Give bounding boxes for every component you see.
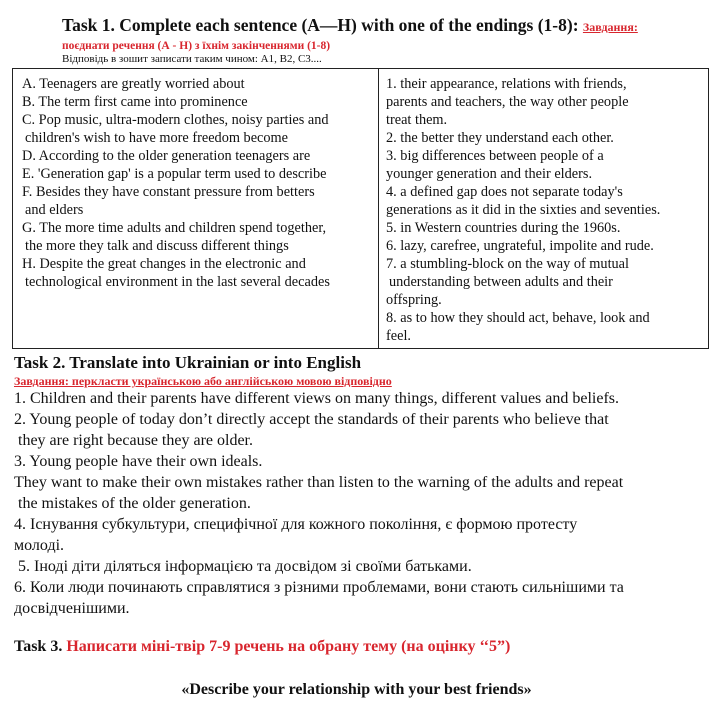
matching-table xyxy=(12,68,709,349)
task3-instruction: Написати міні-твір 7-9 речень на обрану тему (на оцінку ‘‘5”) xyxy=(66,638,511,655)
sentence-start-line: the more they talk and discuss different things xyxy=(25,238,289,254)
table-divider xyxy=(378,69,379,348)
sentence-ending-line: treat them. xyxy=(386,112,448,128)
sentence-ending-line: younger generation and their elders. xyxy=(386,166,593,182)
task2-title: Task 2. Translate into Ukrainian or into English xyxy=(14,353,362,372)
translation-line: 6. Коли люди починають справлятися з різними проблемами, вони стають сильнішими та xyxy=(14,579,624,596)
sentence-start-line: A. Teenagers are greatly worried about xyxy=(22,76,245,92)
sentence-ending-line: offspring. xyxy=(386,292,442,308)
sentence-ending-line: 1. their appearance, relations with friends, xyxy=(386,76,627,92)
sentence-ending-line: generations as it did in the sixties and seventies. xyxy=(386,202,661,218)
sentence-ending-line: 6. lazy, carefree, ungrateful, impolite and rude. xyxy=(386,238,654,254)
translation-line: They want to make their own mistakes rather than listen to the warning of the adults and repeat xyxy=(14,474,624,491)
sentence-ending-line: 5. in Western countries during the 1960s. xyxy=(386,220,621,236)
task1-note: Відповідь в зошит записати таким чином: А1, В2, С3.... xyxy=(62,53,322,65)
translation-line: 5. Іноді діти діляться інформацією та досвідом зі своїми батьками. xyxy=(14,558,472,575)
sentence-start-line: E. 'Generation gap' is a popular term used to describe xyxy=(22,166,327,182)
task2-sentences xyxy=(14,388,704,619)
sentence-ending-line: 7. a stumbling-block on the way of mutual xyxy=(386,256,630,272)
sentence-start-line: children's wish to have more freedom become xyxy=(25,130,289,146)
sentence-ending-line: 8. as to how they should act, behave, look and xyxy=(386,310,650,326)
task3-heading xyxy=(14,638,510,656)
sentence-start-line: technological environment in the last several decades xyxy=(25,274,330,290)
task1-subtitle: поєднати речення (А - Н) з їхнім закінченнями (1-8) xyxy=(62,40,331,52)
sentence-ending-line: 4. a defined gap does not separate today's xyxy=(386,184,623,200)
translation-line: they are right because they are older. xyxy=(14,432,253,449)
sentence-ending-line: parents and teachers, the way other people xyxy=(386,94,629,110)
translation-line: 2. Young people of today don’t directly accept the standards of their parents who believe that xyxy=(14,411,609,428)
sentence-ending-line: 3. big differences between people of a xyxy=(386,148,604,164)
sentence-start-line: D. According to the older generation teenagers are xyxy=(22,148,311,164)
task1-title xyxy=(62,15,638,36)
sentence-ending-line: 2. the better they understand each other. xyxy=(386,130,614,146)
task1-title-text: Task 1. Complete each sentence (A—H) with one of the endings (1-8): xyxy=(62,15,583,35)
translation-line: the mistakes of the older generation. xyxy=(14,495,251,512)
essay-topic: «Describe your relationship with your best friends» xyxy=(181,681,532,698)
sentence-start-line: C. Pop music, ultra-modern clothes, noisy parties and xyxy=(22,112,329,128)
sentence-starts-column xyxy=(22,75,374,291)
sentence-start-line: F. Besides they have constant pressure from betters xyxy=(22,184,315,200)
sentence-start-line: G. The more time adults and children spend together, xyxy=(22,220,327,236)
sentence-start-line: H. Despite the great changes in the electronic and xyxy=(22,256,306,272)
sentence-start-line: and elders xyxy=(25,202,84,218)
task1-title-ua: Завдання: xyxy=(582,20,638,34)
sentence-endings-column xyxy=(386,75,706,345)
task2-subtitle: Завдання: перкласти українською або англійською мовою відповідно xyxy=(14,374,392,388)
translation-line: 3. Young people have their own ideals. xyxy=(14,453,263,470)
translation-line: 4. Існування субкультури, специфічної для кожного покоління, є формою протесту xyxy=(14,516,578,533)
translation-line: молоді. xyxy=(14,537,65,554)
sentence-start-line: B. The term first came into prominence xyxy=(22,94,248,110)
sentence-ending-line: understanding between adults and their xyxy=(389,274,613,290)
sentence-ending-line: feel. xyxy=(386,328,411,344)
translation-line: досвідченішими. xyxy=(14,600,130,617)
translation-line: 1. Children and their parents have different views on many things, different values and beliefs. xyxy=(14,390,620,407)
task3-label: Task 3. xyxy=(14,638,67,655)
